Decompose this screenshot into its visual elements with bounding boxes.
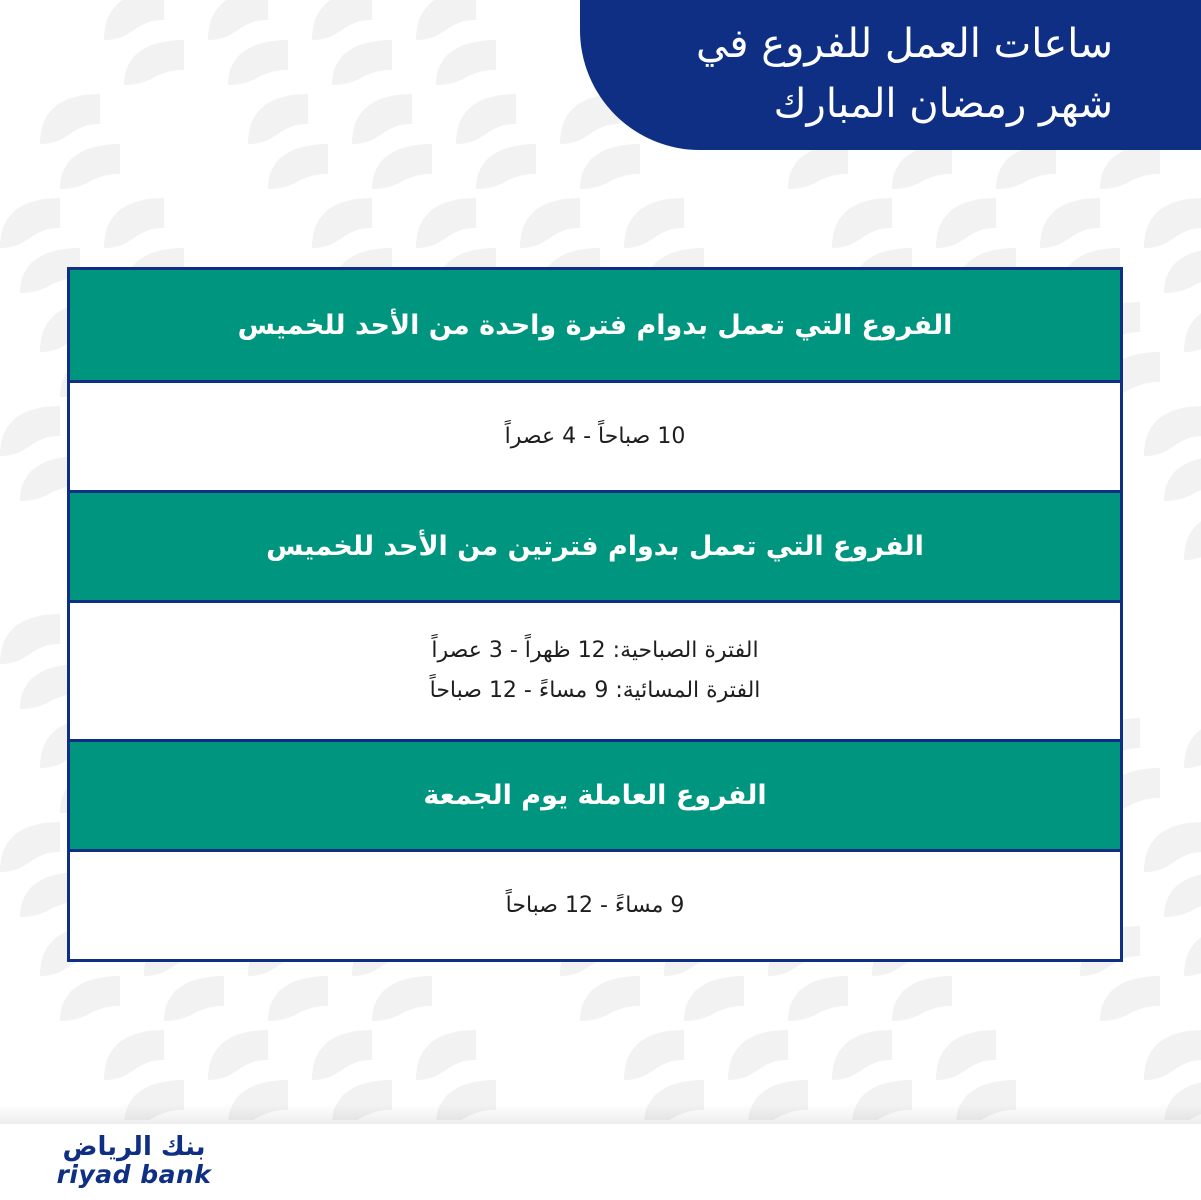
page-title-line-2: شهر رمضان المبارك (773, 81, 1113, 127)
table-header-text: الفروع التي تعمل بدوام فترتين من الأحد للخميس (266, 531, 924, 562)
table-header-row-friday (70, 739, 1120, 849)
hours-text: 10 صباحاً - 4 عصراً (504, 423, 686, 449)
riyad-bank-logo (50, 1132, 218, 1192)
pattern-leaf (1144, 406, 1201, 501)
pattern-leaf (1184, 926, 1201, 1021)
pattern-leaf (208, 0, 288, 85)
pattern-leaf (456, 94, 536, 189)
morning-shift-text: الفترة الصباحية: 12 ظهراً - 3 عصراً (431, 638, 759, 663)
page-title-line-1: ساعات العمل للفروع في (696, 21, 1113, 67)
pattern-leaf (40, 94, 120, 189)
table-value-row-friday (70, 849, 1120, 959)
table-header-row-two-shifts (70, 490, 1120, 600)
pattern-leaf (1184, 718, 1201, 813)
pattern-leaf (1144, 198, 1201, 293)
table-value-row-two-shifts (70, 600, 1120, 739)
pattern-leaf (1144, 822, 1201, 917)
table-header-text: الفروع العاملة يوم الجمعة (423, 780, 767, 811)
logo-arabic-text: بنك الرياض (62, 1132, 206, 1162)
pattern-leaf (1184, 302, 1201, 397)
evening-shift-text: الفترة المسائية: 9 مساءً - 12 صباحاً (429, 678, 761, 703)
logo-english-text: riyad bank (56, 1160, 212, 1189)
hours-text: 9 مساءً - 12 صباحاً (505, 892, 685, 918)
title-banner (580, 0, 1201, 150)
table-header-row-single-shift (70, 270, 1120, 380)
pattern-leaf (1184, 510, 1201, 605)
pattern-leaf (248, 94, 328, 189)
table-header-text: الفروع التي تعمل بدوام فترة واحدة من الأحد للخميس (237, 309, 953, 341)
pattern-leaf (312, 0, 392, 85)
pattern-leaf (104, 0, 184, 85)
footer-shadow (0, 1104, 1201, 1124)
branch-hours-table (67, 267, 1123, 962)
footer (0, 1124, 1201, 1200)
pattern-leaf (352, 94, 432, 189)
table-value-row-single-shift (70, 380, 1120, 490)
pattern-leaf (416, 0, 496, 85)
